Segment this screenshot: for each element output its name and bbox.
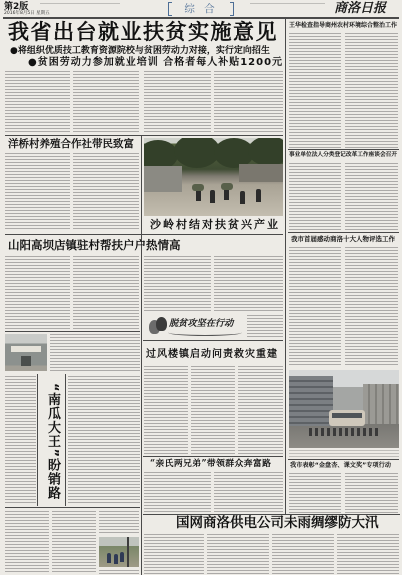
headline-box-line (37, 374, 38, 506)
section-rule (288, 232, 399, 233)
lead-subhead: ●将组织优质技工教育资源院校与贫困劳动力对接，实行定向招生 (10, 46, 270, 56)
building-shape (289, 376, 333, 426)
section-rule (288, 459, 399, 460)
shanyang-headline: 山阳高坝店镇驻村帮扶户户热情高 (8, 238, 181, 252)
shanyang-body-text (5, 256, 70, 329)
yangqiao-body-text (5, 153, 70, 231)
section-bracket-right (230, 2, 234, 16)
photo-street-scene (289, 370, 399, 448)
lead-body-text (214, 71, 283, 133)
vehicle-window (332, 413, 362, 418)
section-label (168, 2, 234, 16)
photo-caption-headline: 沙岭村结对扶贫兴产业 (150, 218, 280, 231)
lead-body-text (5, 71, 70, 133)
right-body-text (345, 33, 398, 148)
section-rule (5, 234, 283, 235)
photo-power-workers (99, 537, 139, 567)
shanyang-body-text (247, 315, 283, 338)
section-rule (143, 340, 283, 341)
power-grid-body-text (207, 534, 269, 574)
guofenglou-body-text (191, 366, 235, 454)
right-body-text (345, 247, 398, 367)
person-figure (256, 189, 261, 202)
page-number: 第2版 (4, 2, 29, 12)
right-column-divider (285, 19, 286, 515)
headline-box-line (65, 374, 66, 506)
right-headline-1: 王华检查指导商州农村环境综合整治工作 (289, 22, 398, 29)
right-headline-3: 我市首届感动商洛十大人物评选工作 (291, 235, 395, 243)
bottom-left-body-text (5, 511, 49, 574)
section-rule (5, 135, 283, 136)
power-grid-headline: 国网商洛供电公司未雨绸缪防大汛 (176, 515, 379, 531)
crowd-shape (309, 428, 379, 436)
guofenglou-body-text (238, 366, 283, 454)
masthead: 商洛日报 (334, 1, 387, 16)
person-figure (240, 191, 245, 204)
guofenglou-body-text (144, 366, 188, 454)
hands-emblem-icon (149, 316, 167, 335)
shanyang-body-text (73, 256, 139, 329)
lead-body-text (73, 71, 139, 133)
pumpkin-headline: “南瓜大王”盼销路 (45, 383, 60, 501)
worker-figure (107, 553, 111, 563)
left-column-divider (141, 136, 142, 575)
utility-pole (127, 537, 129, 567)
bottom-left-body-text (99, 511, 139, 535)
power-grid-body-text (144, 534, 204, 574)
photo-caption-text (289, 450, 399, 457)
right-body-text (289, 33, 341, 148)
campaign-logo (148, 314, 244, 337)
bottom-left-body-text (52, 511, 96, 574)
section-rule (5, 507, 140, 508)
house-roof (239, 164, 283, 182)
section-name: 综 合 (184, 2, 218, 15)
shanyang-body-text (144, 256, 211, 312)
worker-figure (114, 554, 118, 564)
hand-shape (156, 317, 167, 331)
lead-subhead: ●贫困劳动力参加就业培训 合格者每人补贴1200元 (28, 57, 284, 68)
right-headline-2: 事业单位法人分类登记改革工作座谈会召开 (289, 152, 398, 158)
header-editor-line (40, 3, 120, 5)
right-headline-4: 我市表彰“金盘杏、课文奖”专项行动 (290, 462, 391, 469)
pumpkin-body-text (50, 334, 140, 371)
building-door (21, 356, 31, 366)
bottom-left-body-text (99, 570, 139, 574)
power-grid-body-text (337, 534, 399, 574)
building-sign (11, 346, 41, 352)
lead-headline: 我省出台就业扶贫实施意见 (8, 20, 278, 44)
section-bracket-left (168, 2, 172, 16)
section-rule (5, 331, 140, 332)
right-body-text (289, 473, 341, 513)
header-editor-line (250, 3, 325, 5)
tree-shape (248, 138, 283, 166)
campaign-logo-text: 脱贫攻坚在行动 (169, 318, 234, 329)
pumpkin-body-text (68, 376, 140, 505)
right-body-text (289, 163, 341, 230)
shanyang-body-text (214, 256, 283, 312)
right-body-text (345, 163, 398, 230)
right-body-text (289, 247, 341, 367)
right-body-text (345, 473, 398, 513)
brothers-body-text (144, 472, 211, 512)
logo-swoosh (168, 329, 242, 336)
section-rule (143, 456, 283, 457)
brothers-body-text (214, 472, 283, 512)
carried-load (192, 184, 204, 191)
yangqiao-body-text (73, 153, 139, 231)
power-grid-body-text (272, 534, 334, 574)
worker-figure (120, 552, 124, 562)
house-wall (144, 166, 182, 192)
guofenglou-headline: 过风楼镇启动问责救灾重建 (146, 349, 278, 360)
yangqiao-headline: 洋桥村养殖合作社带民致富 (8, 138, 134, 150)
building-shape (363, 384, 399, 424)
person-figure (210, 190, 215, 203)
lead-body-text (144, 71, 211, 133)
brothers-headline: “亲氏两兄弟”带领群众奔富路 (150, 459, 272, 469)
photo-building (5, 334, 47, 371)
pumpkin-body-text (5, 376, 36, 505)
header-rule (3, 17, 399, 19)
issue-date: 2016年8月5日 星期五 (4, 11, 50, 16)
carried-load (221, 183, 233, 190)
photo-village-road (144, 138, 283, 216)
section-rule (288, 149, 399, 150)
